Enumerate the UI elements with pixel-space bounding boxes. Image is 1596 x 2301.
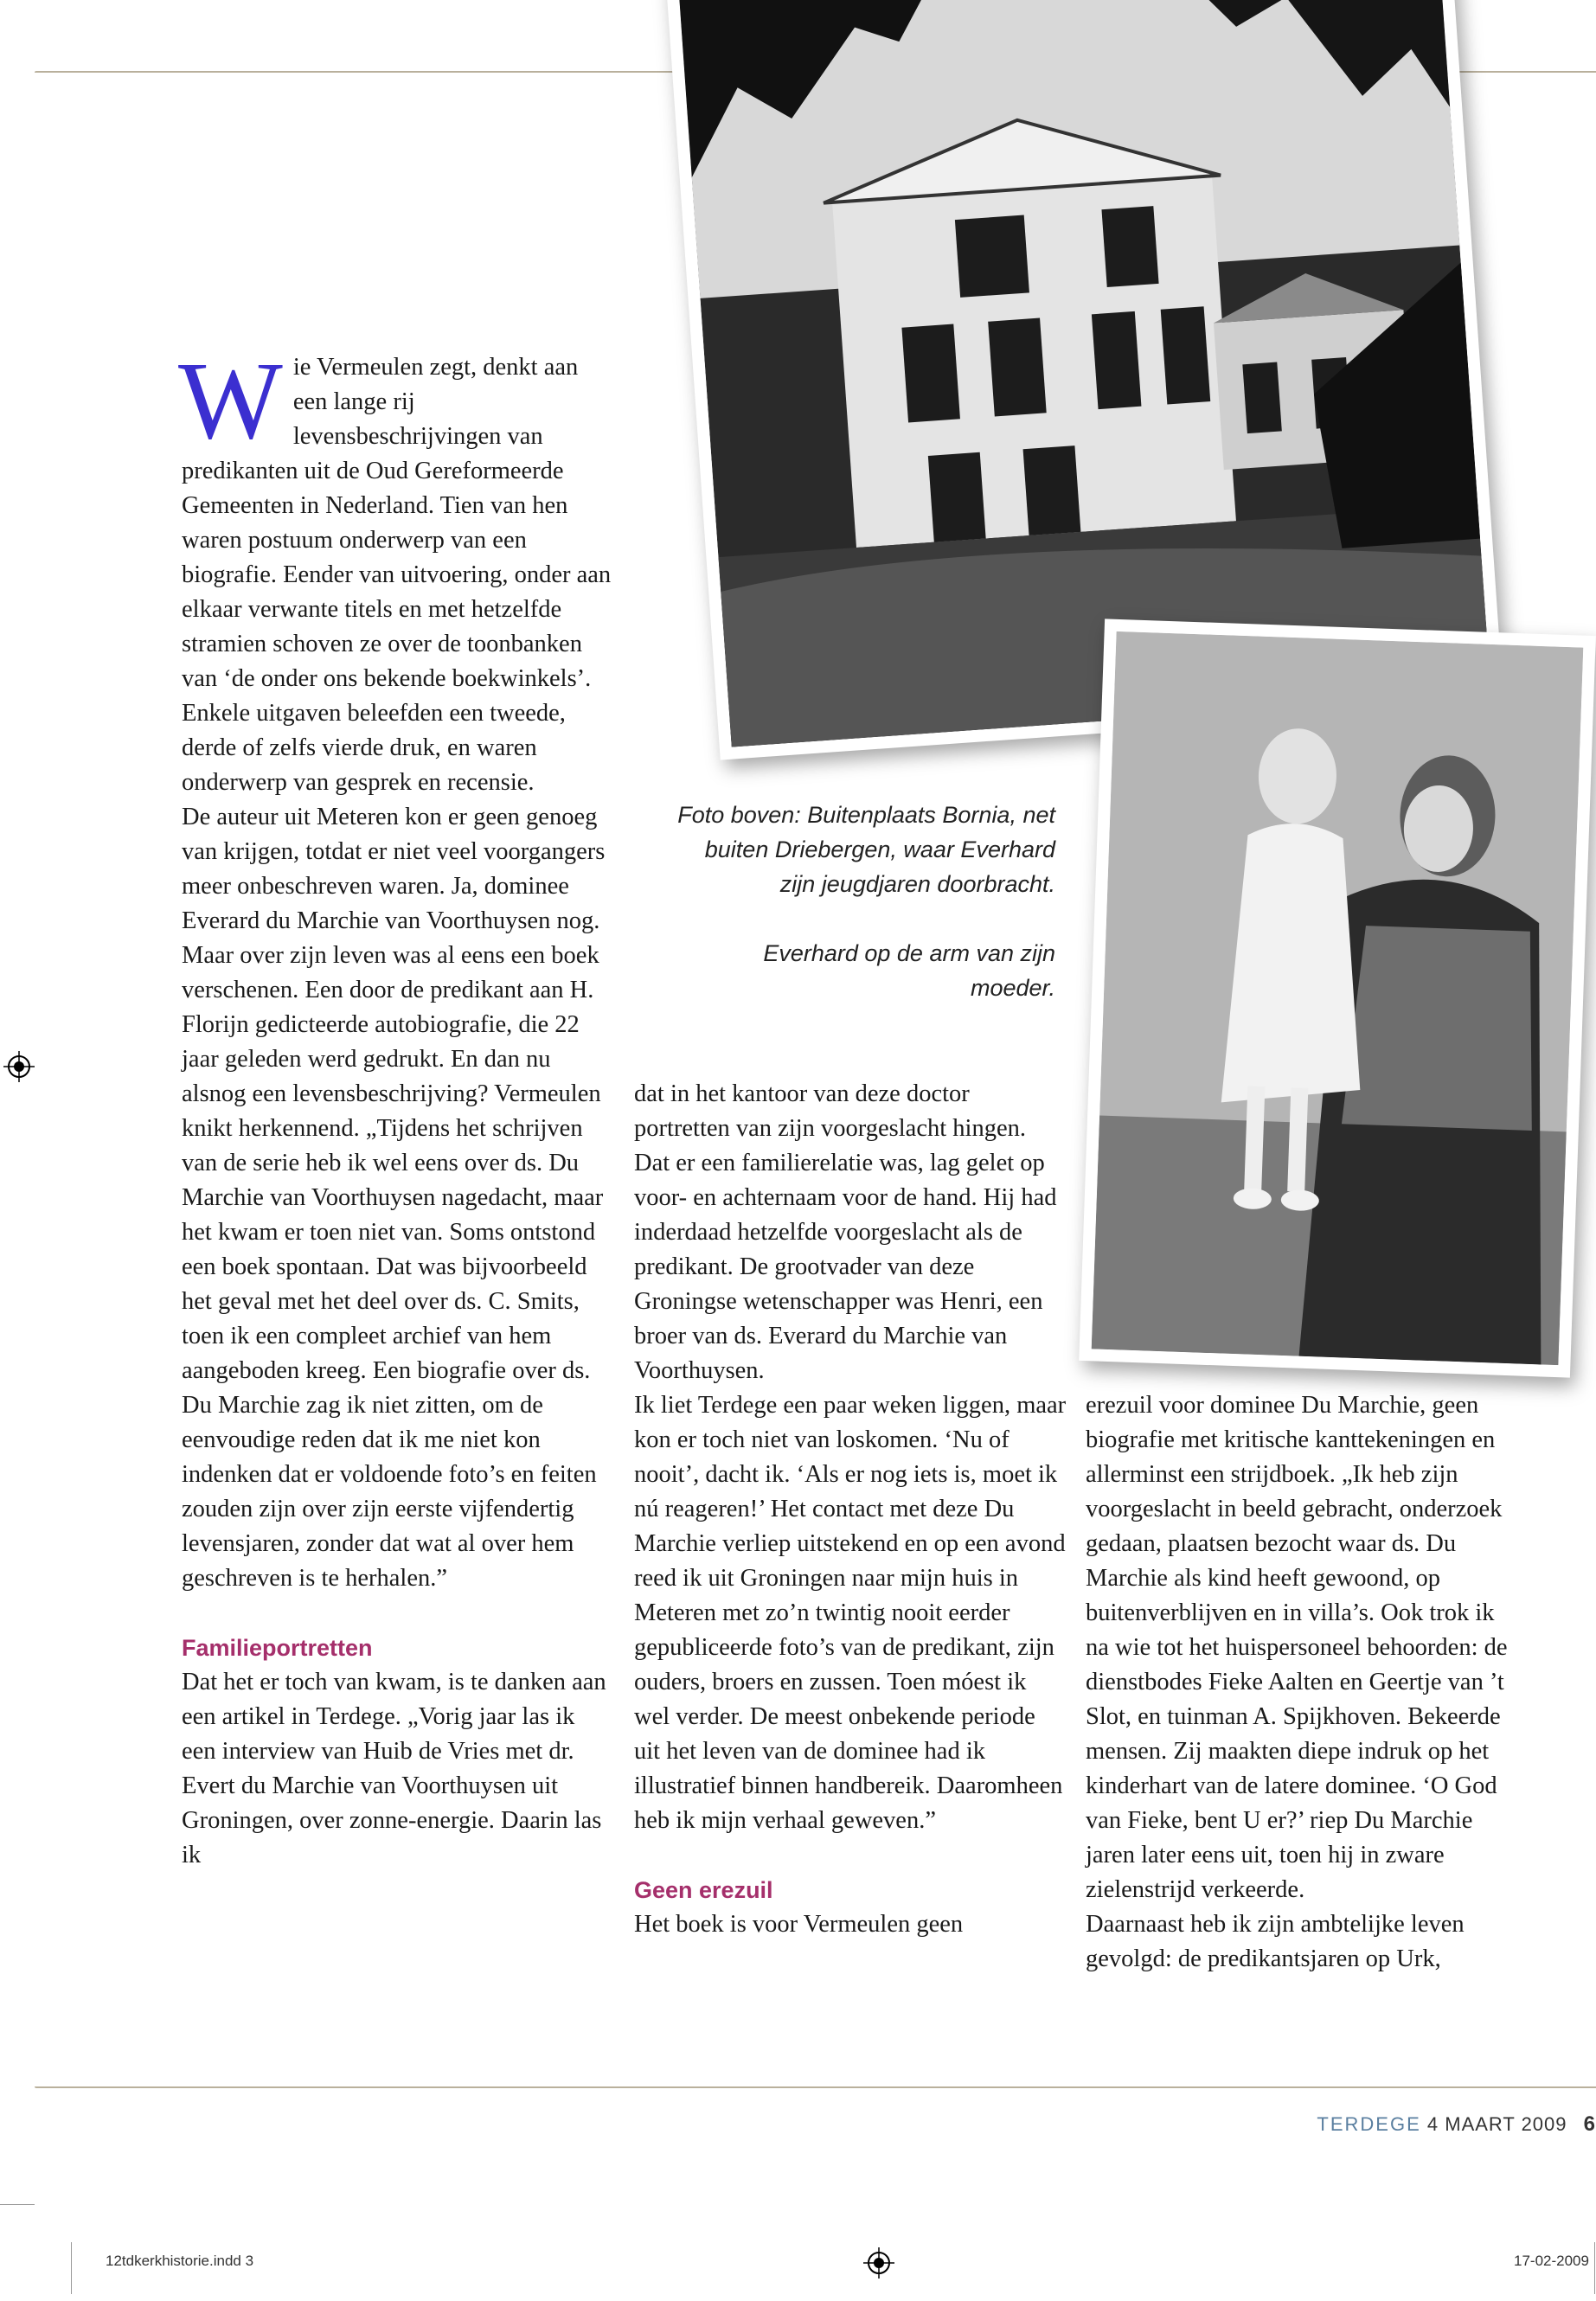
article-column-1 — [178, 339, 614, 1873]
magazine-name: TERDEGE — [1317, 2113, 1421, 2135]
registration-mark-icon — [863, 2247, 894, 2279]
paragraph: erezuil voor dominee Du Marchie, geen biografie met kritische kanttekeningen en allerminst een strijdboek. „Ik heb zijn voorgeslacht in beeld gebracht, onderzoek gedaan, plaatsen bezocht waar ds. Du Marchie als kind heeft gewoond, op buitenverblijven en in villa’s. Ook trok ik na wie tot het huispersoneel behoorden: de dienstbodes Fieke Aalten en Geertje van ’t Slot, en tuinman A. Spijkhoven. Bekeerde mensen. Zij maakten diepe indruk op het kinderhart van de latere dominee. ‘O God van Fieke, bent U er?’ riep Du Marchie jaren later eens uit, toen hij in zware zielenstrijd verkeerde. — [1086, 1392, 1508, 1903]
bottom-rule — [35, 2086, 1596, 2088]
crop-mark — [0, 2204, 35, 2205]
crop-mark — [1594, 2242, 1595, 2294]
paragraph: De auteur uit Meteren kon er geen genoeg van krijgen, totdat er niet veel voorgangers meer onbeschreven waren. Ja, dominee Everard du Marchie van Voorthuysen nog. Maar over zijn leven was al eens een boek verschenen. Een door de predikant aan H. Florijn gedicteerde autobiografie, die 22 jaar geleden werd gedrukt. En dan nu alsnog een levensbeschrijving? Vermeulen knikt herkennend. „Tijdens het schrijven van de serie heb ik wel eens over ds. Du Marchie van Voorthuysen nagedacht, maar het kwam er toen niet van. Soms ontstond een boek spontaan. Dat was bijvoorbeeld het geval met het deel over ds. C. Smits, toen ik een compleet archief van hem aangeboden kreeg. Een biografie over ds. Du Marchie zag ik niet zitten, om de eenvoudige reden dat ik me niet kon indenken dat er voldoende foto’s en feiten zouden zijn over zijn eerste vijfendertig levensjaren, zonder dat wat al over hem geschreven is te herhalen.” — [182, 804, 606, 1592]
paragraph: dat in het kantoor van deze doctor portretten van zijn voorgeslacht hingen. Dat er een familierelatie was, lag gelet op voor- en achternaam voor de hand. Hij had inderdaad hetzelfde voorgeslacht als de predikant. De grootvader van deze Groningse wetenschapper was Henri, een broer van ds. Everard du Marchie van Voorthuysen. — [634, 1080, 1057, 1384]
slug-filename: 12tdkerkhistorie.indd 3 — [106, 2253, 254, 2269]
caption-bottom: Everhard op de arm van zijn moeder. — [763, 940, 1055, 1001]
caption-top: Foto boven: Buitenplaats Bornia, net buiten Driebergen, waar Everhard zijn jeugdjaren doorbracht. — [677, 802, 1055, 897]
intro-paragraph: Wie Vermeulen zegt, denkt aan een lange rij levensbeschrijvingen van predikanten uit de Oud Gereformeerde Gemeenten in Nederland. Tien van hen waren postuum onderwerp van een biografie. Eender van uitvoering, onder aan elkaar verwante titels en met hetzelfde stramien schoven ze over de toonbanken van ‘de onder ons bekende boekwinkels’. Enkele uitgaven beleefden een tweede, derde of zelfs vierde druk, en waren onderwerp van gesprek en recensie. — [178, 339, 612, 796]
subheading-familieportretten: Familieportretten — [182, 1635, 373, 1661]
crop-mark — [71, 2242, 72, 2294]
registration-mark-icon — [3, 1051, 35, 1082]
photo-mother-child — [1079, 619, 1596, 1377]
photo-captions — [675, 798, 1055, 1040]
issue-date: 4 MAART 2009 — [1426, 2113, 1567, 2135]
page-number: 6 — [1583, 2112, 1596, 2136]
article-column-3 — [1086, 1388, 1518, 1977]
paragraph: Ik liet Terdege een paar weken liggen, maar kon er toch niet van loskomen. ‘Nu of nooit’, dacht ik. ‘Als er nog iets is, moet ik nú reageren!’ Het contact met deze Du Marchie verliep uitstekend en op een avond reed ik uit Groningen naar mijn huis in Meteren met zo’n twintig nooit eerder gepubliceerde foto’s van de predikant, zijn ouders, broers en zussen. Toen móest ik wel verder. De meest onbekende periode uit het leven van de dominee had ik illustratief binnen handbereik. Daaromheen heb ik mijn verhaal geweven.” — [634, 1392, 1067, 1834]
mother-child-image — [1092, 631, 1584, 1365]
paragraph: Dat het er toch van kwam, is te danken aan een artikel in Terdege. „Vorig jaar las ik een interview van Huib de Vries met dr. Evert du Marchie van Voorthuysen uit Groningen, over zonne-energie. Daarin las ik — [182, 1669, 606, 1868]
subheading-geen-erezuil: Geen erezuil — [634, 1877, 773, 1903]
page-footer — [1317, 2112, 1596, 2137]
slug-date: 17-02-2009 — [1514, 2253, 1589, 2269]
drop-cap: W — [178, 339, 283, 462]
paragraph: Het boek is voor Vermeulen geen — [634, 1911, 964, 1938]
article-column-2 — [634, 1077, 1067, 1942]
paragraph: Daarnaast heb ik zijn ambtelijke leven gevolgd: de predikantsjaren op Urk, — [1086, 1911, 1465, 1972]
